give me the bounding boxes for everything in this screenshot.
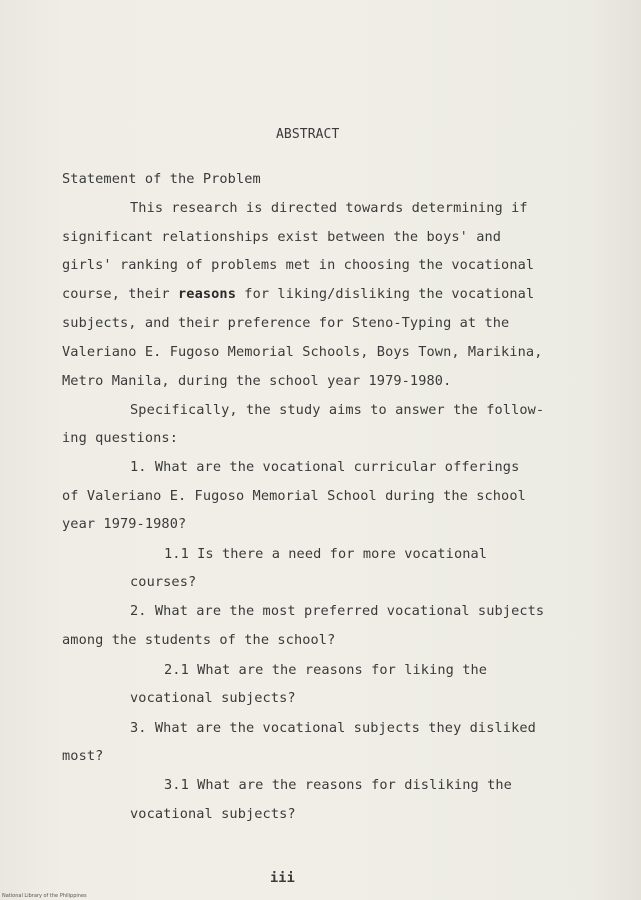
- question-3: 3. What are the vocational subjects they disliked: [130, 720, 536, 736]
- question-3-1-cont: vocational subjects?: [130, 806, 296, 822]
- abstract-title: ABSTRACT: [276, 127, 340, 142]
- paragraph-line: significant relationships exist between the boys' and: [62, 229, 502, 245]
- question-2-1: 2.1 What are the reasons for liking the: [164, 662, 488, 678]
- question-2: 2. What are the most preferred vocational subjects: [130, 603, 545, 619]
- question-1-1: 1.1 Is there a need for more vocational: [164, 546, 488, 562]
- paragraph-line: [62, 286, 534, 302]
- paragraph-line: ing questions:: [62, 430, 178, 446]
- question-2-1-cont: vocational subjects?: [130, 690, 296, 706]
- question-3-1: 3.1 What are the reasons for disliking the: [164, 777, 512, 793]
- question-2-cont: among the students of the school?: [62, 632, 336, 648]
- question-1-cont: of Valeriano E. Fugoso Memorial School during the school: [62, 488, 526, 504]
- paragraph-line: This research is directed towards determining if: [130, 200, 528, 216]
- question-3-cont: most?: [62, 748, 104, 764]
- paragraph-line: Metro Manila, during the school year 1979-1980.: [62, 373, 452, 389]
- paragraph-line: girls' ranking of problems met in choosing the vocational: [62, 257, 535, 273]
- library-footer: National Library of the Philippines: [2, 893, 87, 899]
- paragraph-line: subjects, and their preference for Steno-Typing at the: [62, 315, 510, 331]
- question-1-1-cont: courses?: [130, 574, 197, 590]
- section-heading: Statement of the Problem: [62, 171, 261, 187]
- page-number: iii: [270, 870, 295, 886]
- question-1: 1. What are the vocational curricular offerings: [130, 459, 520, 475]
- paragraph-text: for liking/disliking the vocational: [244, 286, 535, 302]
- paragraph-text: course, their: [62, 286, 170, 302]
- paragraph-line: Valeriano E. Fugoso Memorial Schools, Boys Town, Marikina,: [62, 344, 543, 360]
- paragraph-line: Specifically, the study aims to answer the follow-: [130, 402, 545, 418]
- question-1-cont: year 1979-1980?: [62, 516, 187, 532]
- emphasized-word: reasons: [178, 286, 236, 302]
